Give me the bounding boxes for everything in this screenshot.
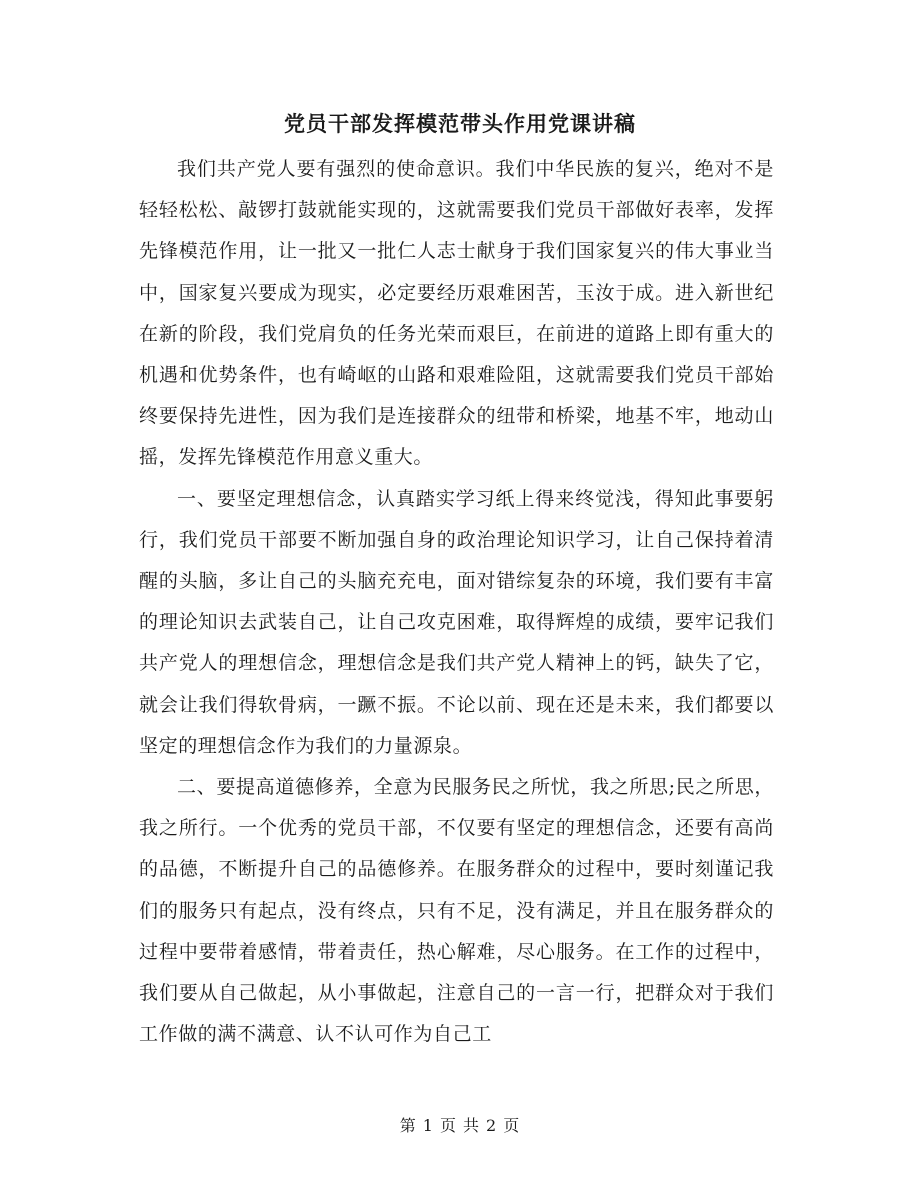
- page-label-prefix: 第: [399, 1116, 417, 1135]
- page-label-suffix: 页: [503, 1116, 521, 1135]
- document-title: 党员干部发挥模范带头作用党课讲稿: [284, 111, 636, 136]
- paragraph-section-two: 二、要提高道德修养，全意为民服务民之所忧，我之所思;民之所思，我之所行。一个优秀的党员干部，不仅要有坚定的理想信念，还要有高尚的品德，不断提升自己的品德修养。在服务群众的过程中，要时刻谨记我们的服务只有起点，没有终点，只有不足，没有满足，并且在服务群众的过程中要带着感情，带着责任，热心解难，尽心服务。在工作的过程中，我们要从自己做起，从小事做起，注意自己的一言一行，把群众对于我们工作做的满不满意、认不认可作为自己工: [139, 776, 774, 1046]
- paragraph-section-one: 一、要坚定理想信念，认真踏实学习纸上得来终觉浅，得知此事要躬行，我们党员干部要不断加强自身的政治理论知识学习，让自己保持着清醒的头脑，多让自己的头脑充充电，面对错综复杂的环境，我们要有丰富的理论知识去武装自己，让自己攻克困难，取得辉煌的成绩，要牢记我们共产党人的理想信念，理想信念是我们共产党人精神上的钙，缺失了它，就会让我们得软骨病，一蹶不振。不论以前、现在还是未来，我们都要以坚定的理想信念作为我们的力量源泉。: [139, 487, 774, 757]
- total-prefix: 共: [463, 1116, 481, 1135]
- total-pages-number: 2: [486, 1116, 498, 1135]
- current-page-number: 1: [422, 1116, 434, 1135]
- document-body: [139, 149, 774, 1055]
- paragraph-intro: 我们共产党人要有强烈的使命意识。我们中华民族的复兴，绝对不是轻轻松松、敲锣打鼓就能实现的，这就需要我们党员干部做好表率，发挥先锋模范作用，让一批又一批仁人志士献身于我们国家复兴的伟大事业当中，国家复兴要成为现实，必定要经历艰难困苦，玉汝于成。进入新世纪在新的阶段，我们党肩负的任务光荣而艰巨，在前进的道路上即有重大的机遇和优势条件，也有崎岖的山路和艰难险阻，这就需要我们党员干部始终要保持先进性，因为我们是连接群众的纽带和桥梁，地基不牢，地动山摇，发挥先锋模范作用意义重大。: [139, 158, 774, 469]
- page-footer: [0, 1113, 920, 1136]
- page-label-mid: 页: [439, 1116, 457, 1135]
